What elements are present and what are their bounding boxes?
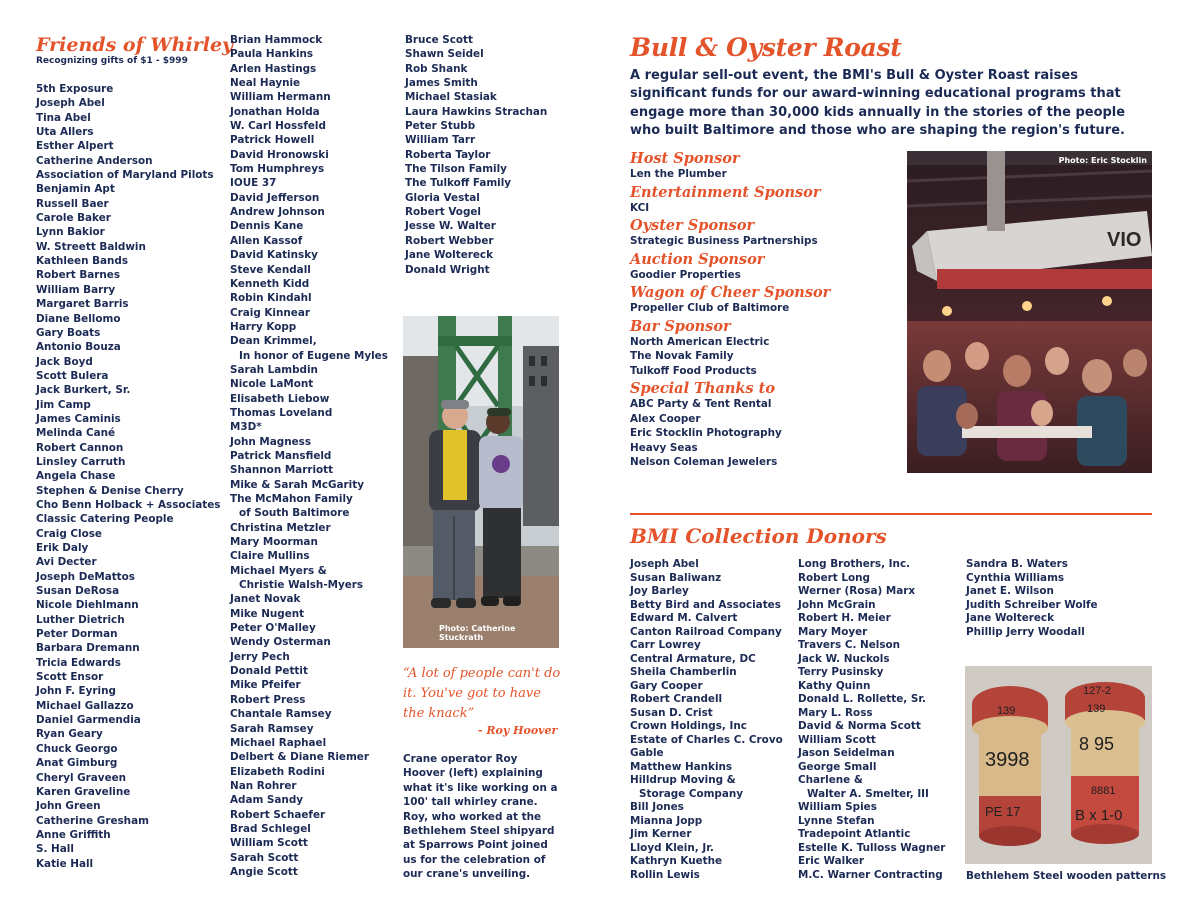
list-item: Mary Moyer: [798, 625, 868, 638]
sponsor-list: [630, 150, 900, 472]
list-item: John Magness: [230, 435, 312, 448]
list-item: S. Hall: [36, 843, 74, 856]
list-item: Dean Krimmel,: [230, 335, 317, 348]
list-item: Phillip Jerry Woodall: [966, 625, 1085, 638]
list-item: Paula Hankins: [230, 48, 314, 61]
list-item: Cheryl Graveen: [36, 771, 127, 784]
list-item: David & Norma Scott: [798, 720, 921, 732]
list-item: Matthew Hankins: [630, 760, 733, 773]
list-item: Susan Baliwanz: [630, 571, 722, 584]
list-item: Stephen & Denise Cherry: [36, 484, 184, 497]
pattern-marking: 139: [1087, 703, 1106, 715]
list-item: Russell Baer: [36, 197, 109, 210]
list-item: Laura Hawkins Strachan: [405, 105, 548, 118]
list-item: Shannon Marriott: [230, 464, 334, 477]
list-item: Robert Cannon: [36, 441, 124, 454]
list-item: Walter A. Smelter, III: [807, 787, 929, 800]
list-item: Wendy Osterman: [230, 636, 331, 649]
collection-column-1: [630, 558, 783, 882]
list-item: Joseph Abel: [630, 558, 699, 570]
roast-title: Bull & Oyster Roast: [630, 33, 902, 62]
list-item: Catherine Anderson: [36, 154, 153, 167]
list-item: Rollin Lewis: [630, 868, 700, 881]
list-item: IOUE 37: [230, 177, 277, 190]
list-item: Charlene &: [798, 774, 863, 786]
list-item: The Tulkoff Family: [405, 177, 512, 190]
list-item: Lynne Stefan: [798, 814, 875, 827]
sponsor-group: [630, 318, 900, 379]
list-item: Michael Gallazzo: [36, 699, 134, 712]
list-item: M.C. Warner Contracting: [798, 868, 943, 881]
list-item: Jack W. Nuckols: [798, 652, 890, 665]
collection-column-2: [798, 558, 945, 882]
sponsor-group: [630, 150, 900, 182]
list-item: M3D*: [230, 421, 262, 434]
list-item: Bruce Scott: [405, 34, 473, 46]
photo-roy-hoover: [403, 316, 559, 648]
sponsor-name: Nelson Coleman Jewelers: [630, 456, 778, 468]
list-item: Jerry Pech: [230, 650, 290, 663]
list-item: Barbara Dremann: [36, 642, 140, 655]
collection-column-3: [966, 558, 1098, 639]
sponsor-group: [630, 251, 900, 283]
list-item: William Scott: [230, 837, 308, 850]
list-item: Adam Sandy: [230, 794, 304, 807]
list-item: Central Armature, DC: [630, 652, 756, 665]
sponsor-title: Entertainment Sponsor: [630, 183, 821, 201]
sponsor-title: Auction Sponsor: [630, 250, 765, 268]
list-item: Donald Wright: [405, 263, 490, 276]
list-item: Michael Raphael: [230, 736, 327, 749]
list-item: Elisabeth Liebow: [230, 392, 330, 405]
list-item: Gloria Vestal: [405, 191, 480, 204]
list-item: Janet Novak: [230, 593, 301, 606]
friends-column-1: [36, 82, 221, 871]
caption-name: Roy Hoover: [403, 753, 518, 780]
list-item: Edward M. Calvert: [630, 612, 738, 624]
list-item: Canton Railroad Company: [630, 625, 782, 638]
list-item: Catherine Gresham: [36, 814, 149, 827]
list-item: Carole Baker: [36, 212, 111, 225]
pattern-marking: 8881: [1091, 785, 1116, 797]
list-item: Gary Cooper: [630, 679, 703, 692]
sponsor-title: Oyster Sponsor: [630, 217, 755, 234]
list-item: William Tarr: [405, 134, 476, 147]
list-item: Tom Humphreys: [230, 163, 325, 176]
list-item: Erik Daly: [36, 542, 89, 554]
list-item: Steve Kendall: [230, 263, 311, 276]
list-item: Robin Kindahl: [230, 292, 312, 305]
list-item: Sandra B. Waters: [966, 558, 1068, 570]
list-item: Lloyd Klein, Jr.: [630, 841, 714, 854]
list-item: Jim Camp: [36, 398, 91, 411]
list-item: James Caminis: [36, 412, 121, 425]
photo-credit-stuckrath: Photo: Catherine Stuckrath: [439, 624, 516, 642]
list-item: William Barry: [36, 283, 116, 296]
list-item: Shawn Seidel: [405, 48, 484, 61]
quote-author: - Roy Hoover: [478, 724, 558, 737]
list-item: William Scott: [798, 733, 876, 746]
list-item: Avi Decter: [36, 556, 97, 569]
list-item: Arlen Hastings: [230, 62, 317, 75]
friends-subtitle: Recognizing gifts of $1 - $999: [36, 56, 188, 66]
list-item: David Katinsky: [230, 249, 318, 262]
list-item: Kathleen Bands: [36, 255, 129, 268]
list-item: Patrick Mansfield: [230, 449, 332, 462]
list-item: Delbert & Diane Riemer: [230, 751, 369, 764]
list-item: Tricia Edwards: [36, 656, 121, 669]
pattern-marking: 3998: [985, 749, 1030, 771]
pattern-marking: B x 1-0: [1075, 807, 1123, 824]
list-item: James Smith: [405, 77, 478, 90]
list-item: Christina Metzler: [230, 521, 331, 534]
sponsor-name: North American Electric: [630, 335, 770, 348]
pattern-marking: 127-2: [1083, 685, 1112, 697]
quote-text: “A lot of people can't do it. You've got to have the knack”: [403, 666, 561, 721]
sponsor-name: ABC Party & Tent Rental: [630, 398, 772, 410]
sponsor-name: Goodier Properties: [630, 268, 741, 281]
list-item: Rob Shank: [405, 62, 468, 75]
list-item: Chantale Ramsey: [230, 708, 332, 721]
section-divider: [630, 513, 1152, 515]
list-item: Jason Seidelman: [798, 747, 895, 759]
list-item: Hilldrup Moving &: [630, 774, 736, 786]
friends-title: Friends of Whirley: [36, 34, 234, 56]
list-item: Werner (Rosa) Marx: [798, 585, 916, 597]
list-item: Antonio Bouza: [36, 341, 121, 354]
list-item: The McMahon Family: [230, 493, 353, 505]
list-item: Nan Rohrer: [230, 779, 297, 792]
list-item: Katie Hall: [36, 857, 94, 870]
sponsor-name: Len the Plumber: [630, 168, 727, 180]
list-item: Sarah Scott: [230, 851, 299, 864]
list-item: Mike Pfeifer: [230, 679, 301, 692]
list-item: Nicole LaMont: [230, 378, 314, 391]
list-item: Esther Alpert: [36, 140, 114, 153]
list-item: Michael Myers &: [230, 564, 327, 577]
list-item: Dennis Kane: [230, 220, 304, 233]
list-item: William Hermann: [230, 91, 331, 104]
list-item: Karen Graveline: [36, 785, 131, 798]
list-item: Jane Woltereck: [966, 612, 1054, 624]
list-item: Donald L. Rollette, Sr.: [798, 693, 926, 705]
list-item: Tina Abel: [36, 111, 91, 124]
list-item: Joseph Abel: [36, 97, 105, 110]
list-item: Eric Walker: [798, 855, 865, 867]
list-item: William Spies: [798, 801, 877, 813]
list-item: Peter Dorman: [36, 628, 118, 641]
list-item: Neal Haynie: [230, 77, 301, 90]
list-item: Uta Allers: [36, 126, 94, 139]
photo-caption: [403, 752, 561, 882]
list-item: Peter Stubb: [405, 120, 476, 133]
list-item: Anat Gimburg: [36, 757, 118, 770]
list-item: Mary L. Ross: [798, 706, 873, 719]
list-item: Classic Catering People: [36, 513, 174, 526]
friends-column-3: [405, 33, 547, 277]
list-item: Thomas Loveland: [230, 406, 333, 419]
list-item: Carr Lowrey: [630, 639, 701, 651]
list-item: Scott Ensor: [36, 671, 104, 684]
list-item: Craig Close: [36, 527, 102, 540]
list-item: 5th Exposure: [36, 83, 114, 95]
photo-credit-stocklin: Photo: Eric Stocklin: [1058, 156, 1147, 165]
list-item: Terry Pusinsky: [798, 666, 884, 678]
list-item: Mike & Sarah McGarity: [230, 478, 364, 491]
list-item: Jesse W. Walter: [405, 220, 496, 233]
list-item: John F. Eyring: [36, 685, 116, 698]
list-item: W. Streett Baldwin: [36, 240, 146, 253]
list-item: Anne Griffith: [36, 828, 111, 841]
list-item: Elizabeth Rodini: [230, 765, 325, 778]
list-item: Joseph DeMattos: [36, 570, 135, 583]
list-item: Janet E. Wilson: [966, 585, 1054, 597]
list-item: Craig Kinnear: [230, 306, 310, 319]
list-item: Travers C. Nelson: [798, 639, 901, 651]
list-item: Cynthia Williams: [966, 571, 1065, 584]
list-item: Judith Schreiber Wolfe: [966, 598, 1098, 611]
list-item: Crown Holdings, Inc: [630, 720, 747, 732]
list-item: Peter O'Malley: [230, 622, 316, 635]
sponsor-name: Eric Stocklin Photography: [630, 427, 782, 439]
list-item: Susan D. Crist: [630, 706, 713, 719]
list-item: Long Brothers, Inc.: [798, 558, 911, 570]
list-item: Robert Webber: [405, 234, 494, 247]
list-item: of South Baltimore: [239, 507, 350, 520]
list-item: Kathryn Kuethe: [630, 855, 723, 867]
list-item: Christie Walsh-Myers: [239, 579, 364, 592]
sponsor-title: Bar Sponsor: [630, 317, 731, 335]
list-item: Joy Barley: [630, 585, 689, 597]
pattern-marking: 139: [997, 705, 1016, 717]
list-item: The Tilson Family: [405, 163, 507, 176]
list-item: Estelle K. Tulloss Wagner: [798, 841, 946, 854]
list-item: Robert Press: [230, 693, 306, 706]
list-item: Robert Barnes: [36, 269, 121, 282]
list-item: Angie Scott: [230, 865, 298, 878]
list-item: Tradepoint Atlantic: [798, 828, 911, 840]
sponsor-group: [630, 380, 900, 470]
list-item: Cho Benn Holback + Associates: [36, 498, 221, 511]
list-item: Brad Schlegel: [230, 822, 311, 835]
list-item: Melinda Cané: [36, 427, 116, 440]
roast-intro: A regular sell-out event, the BMI's Bull & Oyster Roast raises significant funds for our award-winning educational programs that engage more than 30,000 kids annually in the stories of the people who built Baltimore and those who are shaping the region's future.: [630, 68, 1126, 138]
sponsor-group: [630, 217, 900, 249]
caption-lead: Crane operator: [403, 753, 496, 765]
list-item: Kathy Quinn: [798, 679, 871, 692]
caption-body: (left) explaining what it's like working on a 100' tall whirley crane. Roy, who worked at the Bethlehem Steel shipyard at Sparrows Point joined us for the celebration of our crane's unveiling.: [403, 767, 558, 881]
list-item: Mianna Jopp: [630, 814, 703, 827]
list-item: David Jefferson: [230, 191, 320, 204]
sponsor-name: The Novak Family: [630, 350, 734, 362]
list-item: Robert Long: [798, 571, 870, 584]
list-item: Angela Chase: [36, 470, 116, 483]
list-item: Margaret Barris: [36, 298, 129, 311]
list-item: Benjamin Apt: [36, 183, 115, 196]
list-item: Scott Bulera: [36, 369, 109, 382]
sponsor-name: Strategic Business Partnerships: [630, 235, 818, 247]
list-item: Gable: [630, 747, 664, 759]
list-item: Jim Kerner: [630, 828, 692, 840]
list-item: Robert Schaefer: [230, 808, 326, 821]
list-item: John McGrain: [798, 598, 876, 611]
list-item: Gary Boats: [36, 326, 101, 339]
list-item: Association of Maryland Pilots: [36, 169, 214, 182]
list-item: Sarah Ramsey: [230, 722, 314, 735]
photo-wooden-patterns: [965, 666, 1152, 864]
list-item: Robert Crandell: [630, 693, 723, 705]
sponsor-name: Propeller Club of Baltimore: [630, 302, 790, 314]
sponsor-group: [630, 284, 900, 316]
list-item: David Hronowski: [230, 148, 329, 161]
list-item: In honor of Eugene Myles: [239, 349, 388, 362]
sponsor-title: Special Thanks to: [630, 380, 776, 397]
svg-text:VIO: VIO: [1107, 229, 1142, 251]
list-item: Robert Vogel: [405, 206, 481, 219]
list-item: George Small: [798, 760, 877, 773]
sponsor-title: Host Sponsor: [630, 150, 740, 167]
list-item: Mary Moorman: [230, 536, 318, 549]
list-item: Jonathan Holda: [230, 105, 320, 118]
list-item: Allen Kassof: [230, 234, 303, 247]
list-item: Michael Stasiak: [405, 91, 497, 104]
list-item: Roberta Taylor: [405, 148, 491, 161]
list-item: Ryan Geary: [36, 728, 103, 741]
patterns-caption: Bethlehem Steel wooden patterns: [966, 870, 1167, 882]
list-item: Luther Dietrich: [36, 613, 125, 626]
list-item: Harry Kopp: [230, 320, 297, 333]
sponsor-title: Wagon of Cheer Sponsor: [630, 284, 831, 301]
list-item: John Green: [36, 800, 101, 813]
sponsor-name: Heavy Seas: [630, 441, 698, 454]
photo-oyster-roast: [907, 151, 1152, 473]
list-item: Linsley Carruth: [36, 455, 126, 468]
list-item: Lynn Bakior: [36, 226, 105, 239]
sponsor-name: Alex Cooper: [630, 412, 701, 425]
list-item: Claire Mullins: [230, 550, 310, 563]
sponsor-group: [630, 184, 900, 216]
list-item: Estate of Charles C. Crovo: [630, 733, 783, 746]
sponsor-name: KCI: [630, 201, 650, 214]
list-item: Chuck Georgo: [36, 742, 118, 755]
list-item: Robert H. Meier: [798, 612, 891, 624]
list-item: Nicole Diehlmann: [36, 599, 139, 612]
list-item: Diane Bellomo: [36, 312, 121, 325]
collection-title: BMI Collection Donors: [630, 524, 887, 548]
pattern-marking: 8 95: [1079, 734, 1115, 754]
list-item: Daniel Garmendia: [36, 714, 141, 727]
list-item: Sheila Chamberlin: [630, 666, 737, 678]
list-item: Brian Hammock: [230, 34, 323, 46]
list-item: Patrick Howell: [230, 134, 315, 147]
sponsor-name: Tulkoff Food Products: [630, 364, 757, 377]
list-item: Bill Jones: [630, 801, 684, 813]
list-item: Andrew Johnson: [230, 206, 325, 219]
list-item: Betty Bird and Associates: [630, 598, 781, 611]
list-item: Donald Pettit: [230, 665, 308, 678]
list-item: W. Carl Hossfeld: [230, 120, 326, 133]
friends-column-2: [230, 33, 388, 879]
pattern-marking: PE 17: [985, 804, 1021, 819]
list-item: Jack Boyd: [36, 355, 93, 368]
list-item: Jack Burkert, Sr.: [36, 384, 131, 397]
list-item: Kenneth Kidd: [230, 277, 310, 290]
list-item: Sarah Lambdin: [230, 363, 318, 376]
list-item: Mike Nugent: [230, 607, 305, 620]
list-item: Storage Company: [639, 787, 744, 800]
list-item: Jane Woltereck: [405, 249, 493, 262]
list-item: Susan DeRosa: [36, 585, 120, 598]
